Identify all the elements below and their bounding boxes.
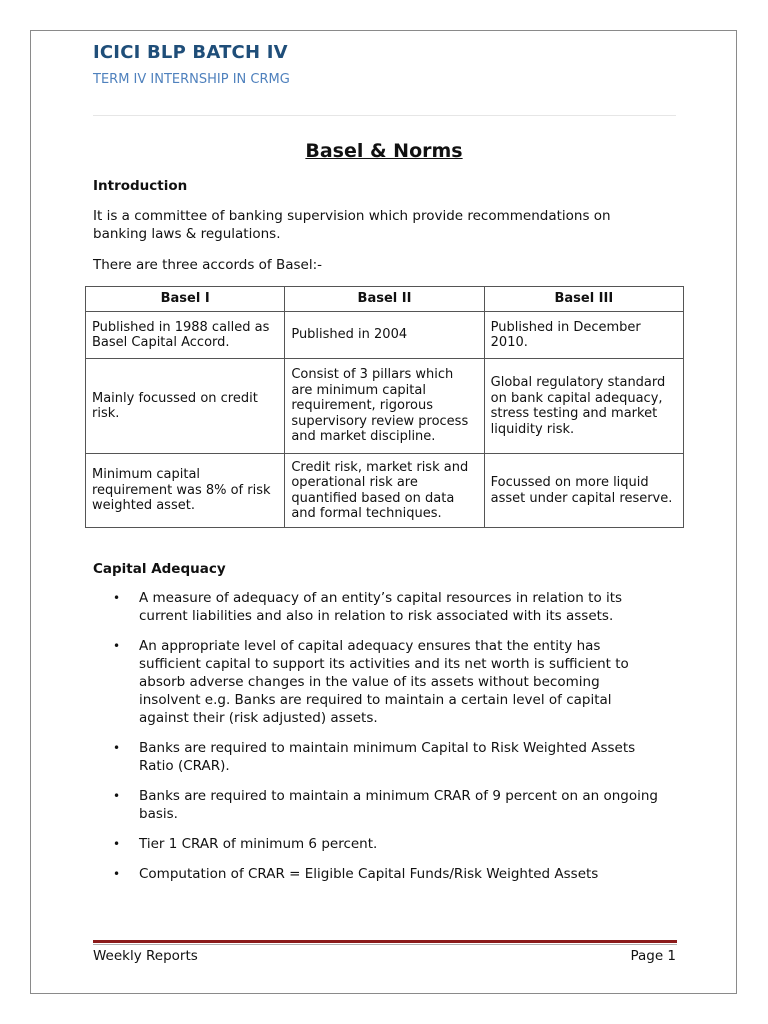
accords-text: There are three accords of Basel:-	[93, 257, 323, 273]
footer-divider	[93, 940, 677, 943]
list-item	[93, 835, 663, 853]
list-item-text: Computation of CRAR = Eligible Capital Funds/Risk Weighted Assets	[139, 866, 599, 882]
basel-accords-table	[85, 286, 684, 528]
table-cell: Mainly focussed on credit risk.	[86, 359, 285, 454]
page-number: Page 1	[630, 948, 676, 964]
table-row	[86, 454, 684, 528]
list-item	[93, 865, 663, 883]
bullet-icon: •	[113, 741, 121, 755]
table-header-basel-2: Basel II	[285, 287, 484, 312]
list-item	[93, 589, 663, 625]
table-cell: Credit risk, market risk and operational risk are quantified based on data and formal techniques.	[285, 454, 484, 528]
introduction-text: It is a committee of banking supervision which provide recommendations on banking laws & regulations.	[93, 208, 611, 242]
bullet-icon: •	[113, 867, 121, 881]
table-cell: Minimum capital requirement was 8% of risk weighted asset.	[86, 454, 285, 528]
list-item-text: Banks are required to maintain minimum Capital to Risk Weighted Assets Ratio (CRAR).	[139, 740, 636, 774]
header-divider	[93, 115, 676, 116]
table-cell: Consist of 3 pillars which are minimum capital requirement, rigorous supervisory review process and market discipline.	[285, 359, 484, 454]
footer-divider-thin	[93, 944, 677, 945]
document-title: Basel & Norms	[305, 140, 463, 162]
bullet-icon: •	[113, 639, 121, 653]
table-row	[86, 312, 684, 359]
capital-adequacy-list	[93, 589, 663, 895]
footer-left-text: Weekly Reports	[93, 948, 198, 964]
table-header-basel-1: Basel I	[86, 287, 285, 312]
table-cell: Focussed on more liquid asset under capital reserve.	[484, 454, 683, 528]
list-item	[93, 637, 663, 727]
list-item-text: A measure of adequacy of an entity’s capital resources in relation to its current liabilities and also in relation to risk associated with its assets.	[139, 590, 623, 624]
table-cell: Published in 2004	[285, 312, 484, 359]
header-title: ICICI BLP BATCH IV	[93, 42, 288, 63]
list-item-text: Tier 1 CRAR of minimum 6 percent.	[139, 836, 378, 852]
table-row	[86, 359, 684, 454]
table-cell: Published in December 2010.	[484, 312, 683, 359]
list-item	[93, 787, 663, 823]
table-header-row	[86, 287, 684, 312]
capital-adequacy-heading: Capital Adequacy	[93, 561, 226, 577]
list-item	[93, 739, 663, 775]
header-subtitle: TERM IV INTERNSHIP IN CRMG	[93, 72, 290, 87]
list-item-text: An appropriate level of capital adequacy ensures that the entity has sufficient capital to support its activities and its net worth is sufficient to absorb adverse changes in the value of its assets without becoming insolvent e.g. Banks are required to maintain a certain level of capital against their (risk adjusted) assets.	[139, 638, 629, 726]
table-cell: Global regulatory standard on bank capital adequacy, stress testing and market liquidity risk.	[484, 359, 683, 454]
table-header-basel-3: Basel III	[484, 287, 683, 312]
bullet-icon: •	[113, 789, 121, 803]
bullet-icon: •	[113, 591, 121, 605]
introduction-heading: Introduction	[93, 178, 188, 194]
table-cell: Published in 1988 called as Basel Capital Accord.	[86, 312, 285, 359]
list-item-text: Banks are required to maintain a minimum CRAR of 9 percent on an ongoing basis.	[139, 788, 658, 822]
bullet-icon: •	[113, 837, 121, 851]
